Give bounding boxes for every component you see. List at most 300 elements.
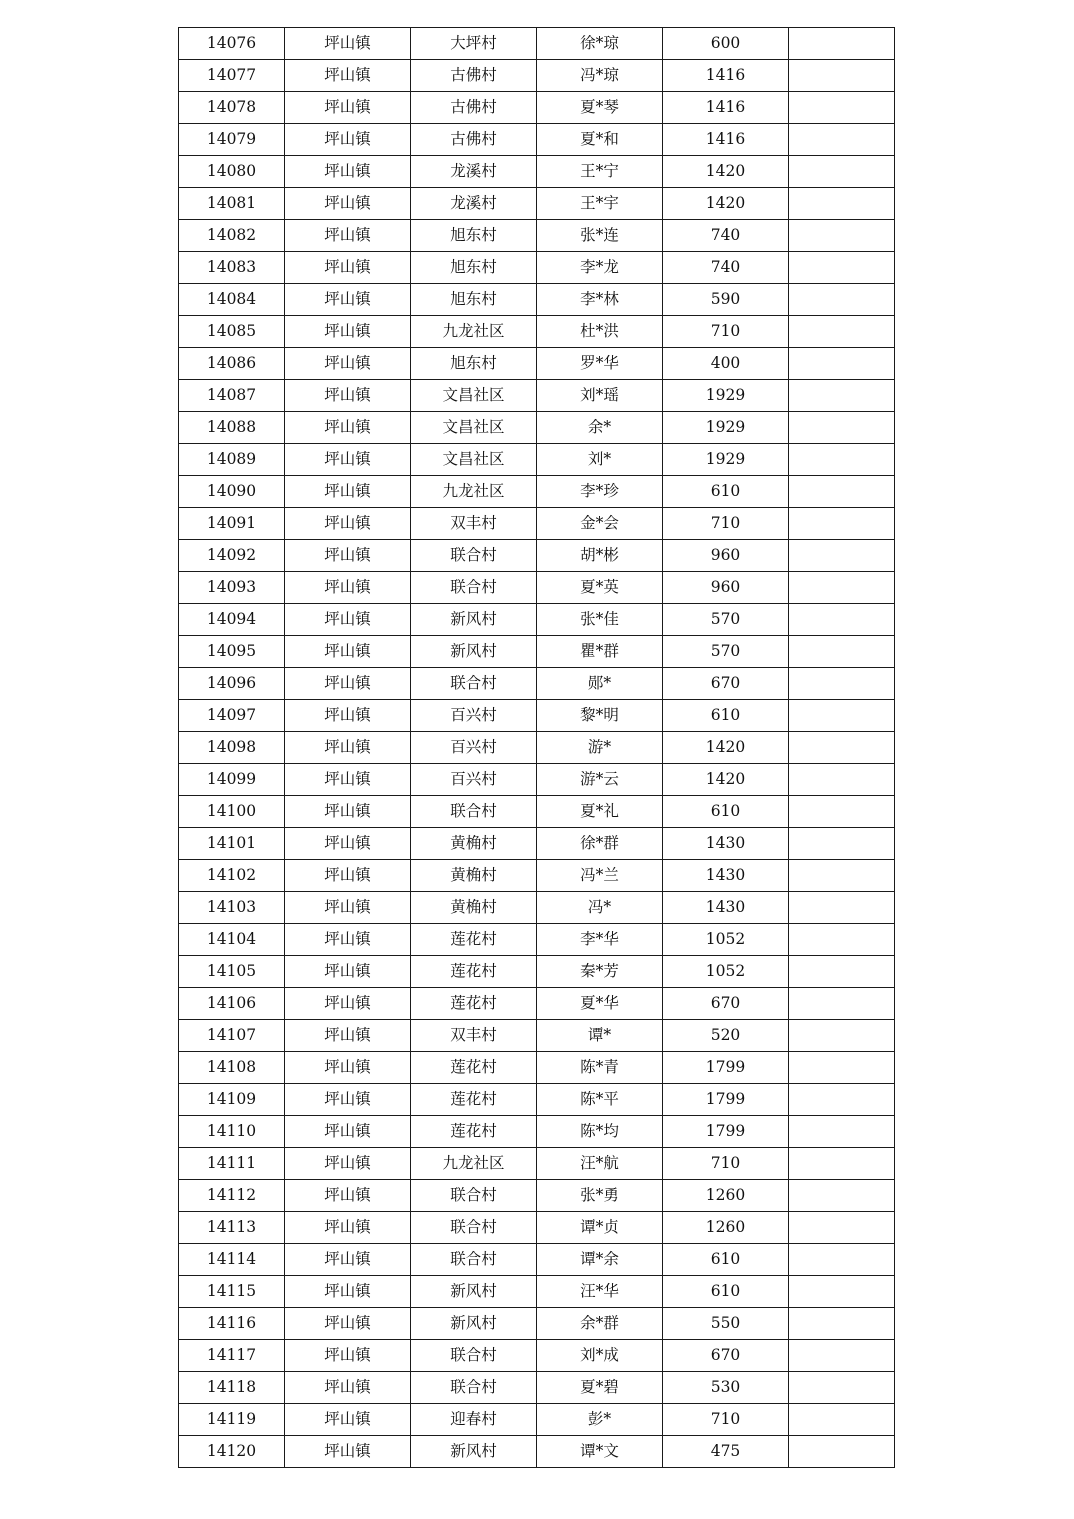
name-cell: 彭* [537,1404,663,1436]
village-cell: 联合村 [411,1372,537,1404]
town-cell: 坪山镇 [285,1244,411,1276]
table-row [179,220,895,252]
row-number-cell: 14106 [179,988,285,1020]
table-row [179,348,895,380]
village-cell: 新风村 [411,1436,537,1468]
table-row [179,732,895,764]
amount-cell: 530 [663,1372,789,1404]
town-cell: 坪山镇 [285,252,411,284]
table-row [179,924,895,956]
row-number-cell: 14095 [179,636,285,668]
town-cell: 坪山镇 [285,60,411,92]
row-number-cell: 14111 [179,1148,285,1180]
note-cell [789,828,895,860]
row-number-cell: 14087 [179,380,285,412]
table-row [179,1180,895,1212]
name-cell: 张*连 [537,220,663,252]
table-row [179,1052,895,1084]
village-cell: 新风村 [411,636,537,668]
amount-cell: 1799 [663,1084,789,1116]
town-cell: 坪山镇 [285,572,411,604]
amount-cell: 1420 [663,732,789,764]
note-cell [789,604,895,636]
row-number-cell: 14115 [179,1276,285,1308]
table-row [179,572,895,604]
note-cell [789,1340,895,1372]
amount-cell: 610 [663,700,789,732]
name-cell: 陈*均 [537,1116,663,1148]
village-cell: 联合村 [411,1340,537,1372]
name-cell: 张*勇 [537,1180,663,1212]
row-number-cell: 14096 [179,668,285,700]
table-row [179,1372,895,1404]
name-cell: 夏*礼 [537,796,663,828]
village-cell: 文昌社区 [411,444,537,476]
name-cell: 游* [537,732,663,764]
row-number-cell: 14091 [179,508,285,540]
table-row [179,1436,895,1468]
amount-cell: 1929 [663,412,789,444]
table-row [179,476,895,508]
amount-cell: 1420 [663,156,789,188]
town-cell: 坪山镇 [285,1436,411,1468]
town-cell: 坪山镇 [285,732,411,764]
name-cell: 杜*洪 [537,316,663,348]
name-cell: 夏*英 [537,572,663,604]
amount-cell: 1799 [663,1052,789,1084]
note-cell [789,28,895,60]
row-number-cell: 14117 [179,1340,285,1372]
town-cell: 坪山镇 [285,412,411,444]
village-cell: 百兴村 [411,700,537,732]
name-cell: 李*珍 [537,476,663,508]
table-row [179,700,895,732]
amount-cell: 710 [663,508,789,540]
roster-table-body [179,28,895,1468]
amount-cell: 740 [663,252,789,284]
note-cell [789,188,895,220]
amount-cell: 670 [663,668,789,700]
note-cell [789,508,895,540]
village-cell: 迎春村 [411,1404,537,1436]
note-cell [789,124,895,156]
note-cell [789,1212,895,1244]
note-cell [789,284,895,316]
village-cell: 龙溪村 [411,156,537,188]
table-row [179,188,895,220]
row-number-cell: 14085 [179,316,285,348]
village-cell: 莲花村 [411,956,537,988]
row-number-cell: 14103 [179,892,285,924]
town-cell: 坪山镇 [285,508,411,540]
town-cell: 坪山镇 [285,1276,411,1308]
row-number-cell: 14101 [179,828,285,860]
village-cell: 九龙社区 [411,1148,537,1180]
town-cell: 坪山镇 [285,188,411,220]
town-cell: 坪山镇 [285,636,411,668]
amount-cell: 1799 [663,1116,789,1148]
amount-cell: 1416 [663,92,789,124]
note-cell [789,412,895,444]
amount-cell: 475 [663,1436,789,1468]
village-cell: 龙溪村 [411,188,537,220]
table-row [179,1244,895,1276]
row-number-cell: 14100 [179,796,285,828]
row-number-cell: 14089 [179,444,285,476]
town-cell: 坪山镇 [285,1020,411,1052]
table-row [179,1148,895,1180]
note-cell [789,1116,895,1148]
row-number-cell: 14076 [179,28,285,60]
row-number-cell: 14081 [179,188,285,220]
town-cell: 坪山镇 [285,764,411,796]
town-cell: 坪山镇 [285,892,411,924]
name-cell: 余* [537,412,663,444]
amount-cell: 710 [663,1404,789,1436]
row-number-cell: 14109 [179,1084,285,1116]
town-cell: 坪山镇 [285,28,411,60]
row-number-cell: 14097 [179,700,285,732]
village-cell: 新风村 [411,1276,537,1308]
village-cell: 古佛村 [411,92,537,124]
name-cell: 王*宁 [537,156,663,188]
table-row [179,508,895,540]
amount-cell: 1430 [663,892,789,924]
amount-cell: 1420 [663,188,789,220]
village-cell: 联合村 [411,1180,537,1212]
row-number-cell: 14107 [179,1020,285,1052]
note-cell [789,700,895,732]
amount-cell: 1430 [663,860,789,892]
name-cell: 谭*贞 [537,1212,663,1244]
row-number-cell: 14082 [179,220,285,252]
town-cell: 坪山镇 [285,796,411,828]
table-row [179,1212,895,1244]
town-cell: 坪山镇 [285,700,411,732]
note-cell [789,348,895,380]
row-number-cell: 14118 [179,1372,285,1404]
village-cell: 九龙社区 [411,476,537,508]
name-cell: 夏*琴 [537,92,663,124]
town-cell: 坪山镇 [285,1308,411,1340]
amount-cell: 1416 [663,60,789,92]
row-number-cell: 14110 [179,1116,285,1148]
amount-cell: 550 [663,1308,789,1340]
village-cell: 联合村 [411,1244,537,1276]
name-cell: 夏*碧 [537,1372,663,1404]
village-cell: 黄桷村 [411,860,537,892]
table-row [179,796,895,828]
note-cell [789,572,895,604]
town-cell: 坪山镇 [285,476,411,508]
name-cell: 徐*群 [537,828,663,860]
row-number-cell: 14093 [179,572,285,604]
village-cell: 莲花村 [411,924,537,956]
village-cell: 联合村 [411,540,537,572]
amount-cell: 740 [663,220,789,252]
amount-cell: 710 [663,316,789,348]
town-cell: 坪山镇 [285,604,411,636]
amount-cell: 610 [663,476,789,508]
table-row [179,668,895,700]
amount-cell: 1416 [663,124,789,156]
amount-cell: 570 [663,636,789,668]
name-cell: 陈*平 [537,1084,663,1116]
village-cell: 黄桷村 [411,892,537,924]
town-cell: 坪山镇 [285,860,411,892]
row-number-cell: 14084 [179,284,285,316]
table-row [179,988,895,1020]
name-cell: 胡*彬 [537,540,663,572]
town-cell: 坪山镇 [285,156,411,188]
name-cell: 汪*航 [537,1148,663,1180]
name-cell: 夏*和 [537,124,663,156]
village-cell: 古佛村 [411,124,537,156]
village-cell: 旭东村 [411,220,537,252]
row-number-cell: 14086 [179,348,285,380]
note-cell [789,1436,895,1468]
village-cell: 双丰村 [411,508,537,540]
name-cell: 秦*芳 [537,956,663,988]
amount-cell: 600 [663,28,789,60]
town-cell: 坪山镇 [285,1180,411,1212]
table-row [179,316,895,348]
note-cell [789,220,895,252]
note-cell [789,892,895,924]
note-cell [789,156,895,188]
table-row [179,540,895,572]
row-number-cell: 14090 [179,476,285,508]
note-cell [789,956,895,988]
town-cell: 坪山镇 [285,1372,411,1404]
name-cell: 刘* [537,444,663,476]
note-cell [789,1020,895,1052]
row-number-cell: 14119 [179,1404,285,1436]
table-row [179,1020,895,1052]
amount-cell: 610 [663,1244,789,1276]
note-cell [789,252,895,284]
table-row [179,92,895,124]
amount-cell: 590 [663,284,789,316]
amount-cell: 670 [663,988,789,1020]
note-cell [789,1180,895,1212]
table-row [179,1308,895,1340]
village-cell: 双丰村 [411,1020,537,1052]
row-number-cell: 14116 [179,1308,285,1340]
amount-cell: 1929 [663,380,789,412]
table-row [179,892,895,924]
town-cell: 坪山镇 [285,124,411,156]
note-cell [789,668,895,700]
note-cell [789,796,895,828]
name-cell: 冯*琼 [537,60,663,92]
village-cell: 文昌社区 [411,412,537,444]
row-number-cell: 14099 [179,764,285,796]
village-cell: 联合村 [411,572,537,604]
amount-cell: 520 [663,1020,789,1052]
row-number-cell: 14098 [179,732,285,764]
note-cell [789,380,895,412]
village-cell: 旭东村 [411,252,537,284]
town-cell: 坪山镇 [285,92,411,124]
note-cell [789,92,895,124]
row-number-cell: 14088 [179,412,285,444]
town-cell: 坪山镇 [285,1340,411,1372]
town-cell: 坪山镇 [285,924,411,956]
table-row [179,1404,895,1436]
name-cell: 黎*明 [537,700,663,732]
note-cell [789,1052,895,1084]
village-cell: 文昌社区 [411,380,537,412]
amount-cell: 610 [663,796,789,828]
town-cell: 坪山镇 [285,668,411,700]
name-cell: 冯*兰 [537,860,663,892]
name-cell: 刘*瑶 [537,380,663,412]
village-cell: 莲花村 [411,1116,537,1148]
row-number-cell: 14092 [179,540,285,572]
table-row [179,124,895,156]
row-number-cell: 14079 [179,124,285,156]
row-number-cell: 14102 [179,860,285,892]
town-cell: 坪山镇 [285,1148,411,1180]
town-cell: 坪山镇 [285,1116,411,1148]
name-cell: 罗*华 [537,348,663,380]
table-row [179,636,895,668]
table-row [179,764,895,796]
table-row [179,828,895,860]
note-cell [789,1276,895,1308]
name-cell: 夏*华 [537,988,663,1020]
name-cell: 游*云 [537,764,663,796]
table-row [179,1116,895,1148]
amount-cell: 710 [663,1148,789,1180]
table-row [179,444,895,476]
village-cell: 百兴村 [411,732,537,764]
row-number-cell: 14114 [179,1244,285,1276]
name-cell: 谭* [537,1020,663,1052]
note-cell [789,764,895,796]
table-row [179,1084,895,1116]
town-cell: 坪山镇 [285,284,411,316]
row-number-cell: 14112 [179,1180,285,1212]
note-cell [789,540,895,572]
note-cell [789,860,895,892]
amount-cell: 610 [663,1276,789,1308]
table-row [179,412,895,444]
table-row [179,956,895,988]
row-number-cell: 14094 [179,604,285,636]
amount-cell: 960 [663,572,789,604]
town-cell: 坪山镇 [285,348,411,380]
row-number-cell: 14104 [179,924,285,956]
village-cell: 新风村 [411,1308,537,1340]
roster-table [178,27,895,1468]
row-number-cell: 14080 [179,156,285,188]
village-cell: 大坪村 [411,28,537,60]
amount-cell: 670 [663,1340,789,1372]
amount-cell: 570 [663,604,789,636]
row-number-cell: 14077 [179,60,285,92]
note-cell [789,636,895,668]
village-cell: 莲花村 [411,1052,537,1084]
note-cell [789,1148,895,1180]
village-cell: 旭东村 [411,348,537,380]
row-number-cell: 14083 [179,252,285,284]
name-cell: 李*林 [537,284,663,316]
village-cell: 黄桷村 [411,828,537,860]
village-cell: 百兴村 [411,764,537,796]
village-cell: 九龙社区 [411,316,537,348]
table-row [179,252,895,284]
amount-cell: 1260 [663,1212,789,1244]
name-cell: 李*龙 [537,252,663,284]
amount-cell: 1929 [663,444,789,476]
town-cell: 坪山镇 [285,828,411,860]
name-cell: 金*会 [537,508,663,540]
note-cell [789,988,895,1020]
name-cell: 李*华 [537,924,663,956]
table-row [179,60,895,92]
name-cell: 冯* [537,892,663,924]
village-cell: 新风村 [411,604,537,636]
name-cell: 郧* [537,668,663,700]
town-cell: 坪山镇 [285,956,411,988]
town-cell: 坪山镇 [285,316,411,348]
amount-cell: 1052 [663,924,789,956]
village-cell: 旭东村 [411,284,537,316]
amount-cell: 960 [663,540,789,572]
amount-cell: 1420 [663,764,789,796]
village-cell: 古佛村 [411,60,537,92]
town-cell: 坪山镇 [285,1084,411,1116]
amount-cell: 1260 [663,1180,789,1212]
note-cell [789,316,895,348]
row-number-cell: 14120 [179,1436,285,1468]
row-number-cell: 14108 [179,1052,285,1084]
document-page [178,27,894,1468]
table-row [179,1340,895,1372]
name-cell: 徐*琼 [537,28,663,60]
amount-cell: 1052 [663,956,789,988]
amount-cell: 1430 [663,828,789,860]
village-cell: 莲花村 [411,1084,537,1116]
town-cell: 坪山镇 [285,1212,411,1244]
table-row [179,28,895,60]
note-cell [789,1308,895,1340]
note-cell [789,924,895,956]
table-row [179,380,895,412]
name-cell: 张*佳 [537,604,663,636]
name-cell: 陈*青 [537,1052,663,1084]
name-cell: 谭*余 [537,1244,663,1276]
amount-cell: 400 [663,348,789,380]
town-cell: 坪山镇 [285,380,411,412]
note-cell [789,1244,895,1276]
name-cell: 汪*华 [537,1276,663,1308]
village-cell: 联合村 [411,668,537,700]
town-cell: 坪山镇 [285,220,411,252]
name-cell: 余*群 [537,1308,663,1340]
note-cell [789,1372,895,1404]
note-cell [789,732,895,764]
note-cell [789,476,895,508]
village-cell: 联合村 [411,1212,537,1244]
name-cell: 谭*文 [537,1436,663,1468]
note-cell [789,1084,895,1116]
table-row [179,860,895,892]
village-cell: 莲花村 [411,988,537,1020]
note-cell [789,444,895,476]
